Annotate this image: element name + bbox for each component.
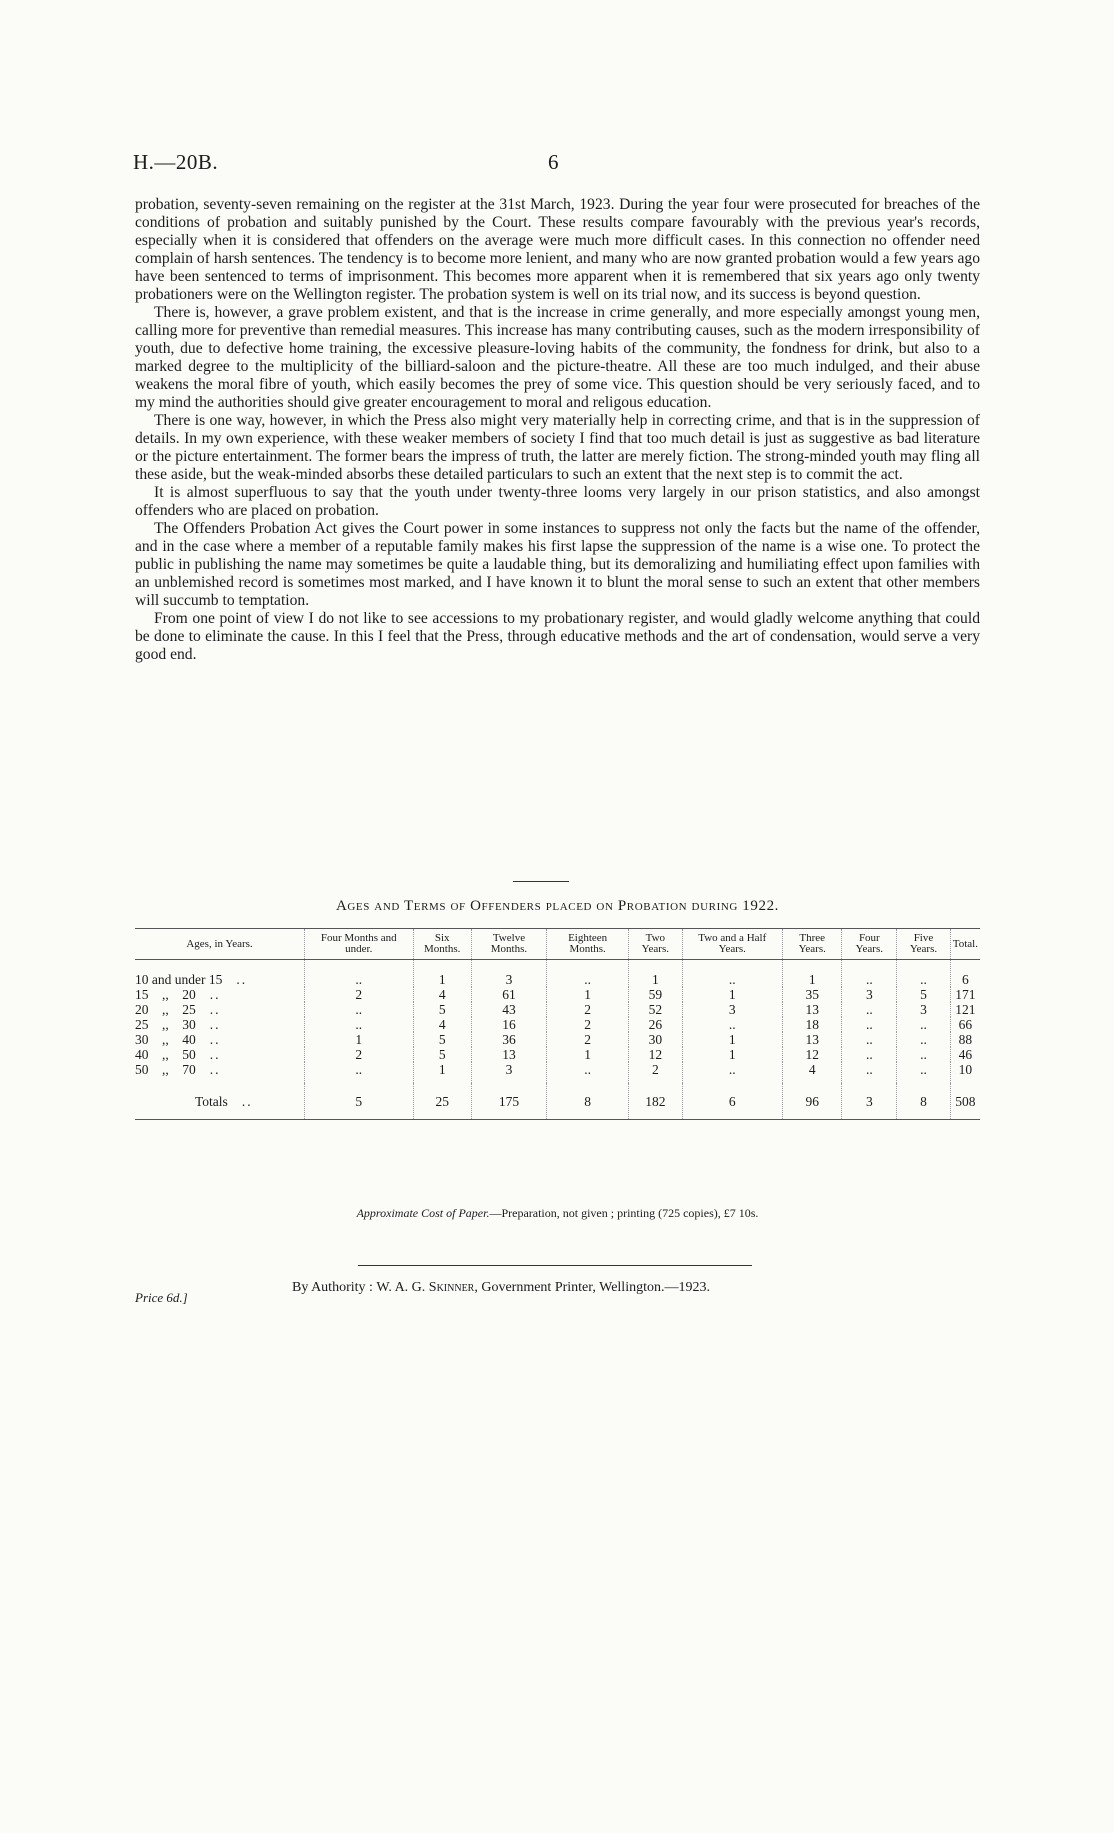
- paragraph: probation, seventy-seven remaining on the register at the 31st March, 1923. During the year four were prosecuted for breaches of the conditions of probation and suitably punished by the Court. These results compare favourably with the previous year's records, especially when it is considered that offenders on the average were much more difficult cases. In this connection no offender need complain of harsh sentences. The tendency is to become more lenient, and many who are now granted probation would a few years ago have been sentenced to terms of imprisonment. This becomes more apparent when it is remembered that six years ago only twenty probationers were on the Wellington register. The probation system is well on its trial now, and its success is beyond question.: [135, 196, 980, 303]
- table-cell: ..: [842, 1017, 897, 1032]
- cost-note: [135, 1206, 980, 1221]
- table-cell: 12: [629, 1047, 682, 1062]
- table-cell: 6: [950, 960, 980, 988]
- column-header: Six Months.: [413, 929, 471, 960]
- table-cell: 1: [682, 1032, 782, 1047]
- paragraph: The Offenders Probation Act gives the Court power in some instances to suppress not only the facts but the name of the offender, and in the case where a member of a reputable family makes his first lapse the suppression of the name is a wise one. To protect the public in publishing the name may sometimes be quite a laudable thing, but its demoralizing and humiliating effect upon families with an unblemished record is sometimes most marked, and I have known it to blunt the moral sense to such an extent that other members will succumb to temptation.: [135, 520, 980, 609]
- table-cell: ..: [547, 1062, 629, 1083]
- column-header: Five Years.: [897, 929, 951, 960]
- table-cell: 35: [783, 987, 842, 1002]
- cost-note-label: Approximate Cost of Paper.: [356, 1206, 490, 1220]
- table-cell: ..: [682, 960, 782, 988]
- leader-dots: ..: [236, 972, 248, 987]
- table-cell: 13: [471, 1047, 546, 1062]
- table-row: [135, 960, 980, 988]
- table-cell: 61: [471, 987, 546, 1002]
- totals-label-cell: [135, 1083, 305, 1120]
- section-divider: [513, 881, 569, 882]
- totals-row: [135, 1083, 980, 1120]
- table-cell: 1: [547, 987, 629, 1002]
- age-range: 50 ,, 70: [135, 1062, 196, 1077]
- table-cell: ..: [897, 1017, 951, 1032]
- table-cell: 2: [629, 1062, 682, 1083]
- table-cell: ..: [305, 960, 414, 988]
- table-cell: 13: [783, 1032, 842, 1047]
- age-range: 15 ,, 20: [135, 987, 196, 1002]
- table-cell: ..: [842, 1062, 897, 1083]
- table-cell: ..: [842, 1002, 897, 1017]
- paragraph: From one point of view I do not like to see accessions to my probationary register, and would gladly welcome anything that could be done to eliminate the cause. In this I feel that the Press, through educative methods and the art of condensation, would serve a very good end.: [135, 610, 980, 663]
- table-row: [135, 1062, 980, 1083]
- table-cell: 2: [305, 1047, 414, 1062]
- age-range: 20 ,, 25: [135, 1002, 196, 1017]
- table-cell: 13: [783, 1002, 842, 1017]
- total-cell: 182: [629, 1083, 682, 1120]
- table-cell: 52: [629, 1002, 682, 1017]
- report-code: H.—20B.: [133, 150, 219, 174]
- column-header: Total.: [950, 929, 980, 960]
- table-cell: ..: [897, 960, 951, 988]
- table-cell: ..: [682, 1062, 782, 1083]
- total-cell: 5: [305, 1083, 414, 1120]
- table-cell: 4: [783, 1062, 842, 1083]
- table-cell: ..: [682, 1017, 782, 1032]
- total-cell: 96: [783, 1083, 842, 1120]
- table-cell: 66: [950, 1017, 980, 1032]
- column-header: Ages, in Years.: [135, 929, 305, 960]
- cost-note-text: —Preparation, not given ; printing (725 copies), £7 10s.: [489, 1206, 759, 1220]
- totals-label: Totals: [195, 1093, 228, 1109]
- table-cell: 1: [413, 960, 471, 988]
- table-cell: ..: [897, 1062, 951, 1083]
- total-cell: 175: [471, 1083, 546, 1120]
- total-cell: 25: [413, 1083, 471, 1120]
- age-range: 30 ,, 40: [135, 1032, 196, 1047]
- table-cell: 121: [950, 1002, 980, 1017]
- table-cell: 1: [682, 987, 782, 1002]
- footer-divider: [358, 1265, 752, 1266]
- column-header: Twelve Months.: [471, 929, 546, 960]
- table-cell: 43: [471, 1002, 546, 1017]
- age-cell: [135, 1017, 305, 1032]
- table-row: [135, 1032, 980, 1047]
- printer-name: W. A. G. Skinner: [376, 1280, 475, 1295]
- table-cell: 5: [897, 987, 951, 1002]
- table-cell: 59: [629, 987, 682, 1002]
- table-cell: 3: [842, 987, 897, 1002]
- table-cell: 46: [950, 1047, 980, 1062]
- age-range: 10 and under 15: [135, 972, 223, 987]
- page-number: 6: [548, 150, 559, 174]
- table-cell: 12: [783, 1047, 842, 1062]
- table-cell: 26: [629, 1017, 682, 1032]
- table-row: [135, 987, 980, 1002]
- column-header: Two Years.: [629, 929, 682, 960]
- paragraph: There is, however, a grave problem existent, and that is the increase in crime generally, and more especially amongst young men, calling more for preventive than remedial measures. This increase has many contributing causes, such as the modern irresponsibility of youth, due to defective home training, the excessive pleasure-loving habits of the community, the fondness for drink, but also to a marked degree to the multiplicity of the billiard-saloon and the picture-theatre. All these are too much indulged, and their abuse weakens the moral fibre of youth, which easily becomes the prey of some vice. This question should be very seriously faced, and to my mind the authorities should give greater encouragement to moral and religous education.: [135, 304, 980, 411]
- paragraph: There is one way, however, in which the Press also might very materially help in correcting crime, and that is in the suppression of details. In my own experience, with these weaker members of society I find that too much detail is just as suggestive as bad literature or the picture entertainment. The former bears the impress of truth, the latter are merely fiction. The strong-minded youth may fling all these aside, but the weak-minded absorbs these detailed particulars to such an extent that the next step is to commit the act.: [135, 412, 980, 483]
- table-cell: 18: [783, 1017, 842, 1032]
- table-cell: 88: [950, 1032, 980, 1047]
- age-cell: [135, 960, 305, 988]
- leader-dots: ..: [209, 1047, 221, 1062]
- table-header-row: [135, 929, 980, 960]
- table-cell: 1: [305, 1032, 414, 1047]
- column-header: Eighteen Months.: [547, 929, 629, 960]
- leader-dots: ..: [209, 1017, 221, 1032]
- price-note: Price 6d.]: [135, 1290, 188, 1305]
- paragraph: It is almost superfluous to say that the youth under twenty-three looms very largely in our prison statistics, and also amongst offenders who are placed on probation.: [135, 484, 980, 519]
- table-cell: ..: [547, 960, 629, 988]
- age-range: 40 ,, 50: [135, 1047, 196, 1062]
- table-cell: ..: [305, 1017, 414, 1032]
- authority-suffix: , Government Printer, Wellington.—1923.: [474, 1280, 710, 1295]
- table-cell: 4: [413, 987, 471, 1002]
- table-cell: 1: [547, 1047, 629, 1062]
- table-cell: 36: [471, 1032, 546, 1047]
- table-cell: 2: [547, 1017, 629, 1032]
- table-cell: 1: [629, 960, 682, 988]
- probation-table-container: [135, 928, 980, 1120]
- table-cell: 2: [305, 987, 414, 1002]
- age-cell: [135, 1047, 305, 1062]
- table-cell: 30: [629, 1032, 682, 1047]
- total-cell: 6: [682, 1083, 782, 1120]
- table-cell: 3: [471, 960, 546, 988]
- age-cell: [135, 1002, 305, 1017]
- table-cell: 1: [413, 1062, 471, 1083]
- authority-line: [292, 1280, 710, 1296]
- table-cell: 16: [471, 1017, 546, 1032]
- authority-prefix: By Authority :: [292, 1280, 373, 1295]
- table-cell: 2: [547, 1002, 629, 1017]
- leader-dots: ..: [209, 1032, 221, 1047]
- leader-dots: ..: [209, 1002, 221, 1017]
- table-title: Ages and Terms of Offenders placed on Probation during 1922.: [335, 898, 780, 914]
- table-cell: ..: [305, 1062, 414, 1083]
- table-row: [135, 1017, 980, 1032]
- table-cell: 5: [413, 1032, 471, 1047]
- column-header: Four Years.: [842, 929, 897, 960]
- table-cell: 1: [783, 960, 842, 988]
- table-cell: ..: [842, 960, 897, 988]
- column-header: Two and a Half Years.: [682, 929, 782, 960]
- total-cell: 8: [897, 1083, 951, 1120]
- table-cell: 2: [547, 1032, 629, 1047]
- table-cell: 5: [413, 1002, 471, 1017]
- body-text: [135, 196, 980, 664]
- table-cell: ..: [842, 1032, 897, 1047]
- column-header: Four Months and under.: [305, 929, 414, 960]
- age-cell: [135, 1062, 305, 1083]
- total-cell: 3: [842, 1083, 897, 1120]
- column-header: Three Years.: [783, 929, 842, 960]
- leader-dots: ..: [241, 1093, 253, 1109]
- table-cell: ..: [897, 1032, 951, 1047]
- table-cell: 10: [950, 1062, 980, 1083]
- leader-dots: ..: [209, 987, 221, 1002]
- table-cell: 4: [413, 1017, 471, 1032]
- probation-table: [135, 928, 980, 1120]
- age-cell: [135, 1032, 305, 1047]
- leader-dots: ..: [209, 1062, 221, 1077]
- table-cell: 3: [682, 1002, 782, 1017]
- table-cell: 5: [413, 1047, 471, 1062]
- table-cell: 3: [897, 1002, 951, 1017]
- table-cell: 171: [950, 987, 980, 1002]
- table-cell: ..: [842, 1047, 897, 1062]
- age-cell: [135, 987, 305, 1002]
- table-cell: 3: [471, 1062, 546, 1083]
- table-cell: ..: [897, 1047, 951, 1062]
- table-cell: 1: [682, 1047, 782, 1062]
- total-cell: 8: [547, 1083, 629, 1120]
- table-cell: ..: [305, 1002, 414, 1017]
- age-range: 25 ,, 30: [135, 1017, 196, 1032]
- table-row: [135, 1047, 980, 1062]
- total-cell: 508: [950, 1083, 980, 1120]
- table-row: [135, 1002, 980, 1017]
